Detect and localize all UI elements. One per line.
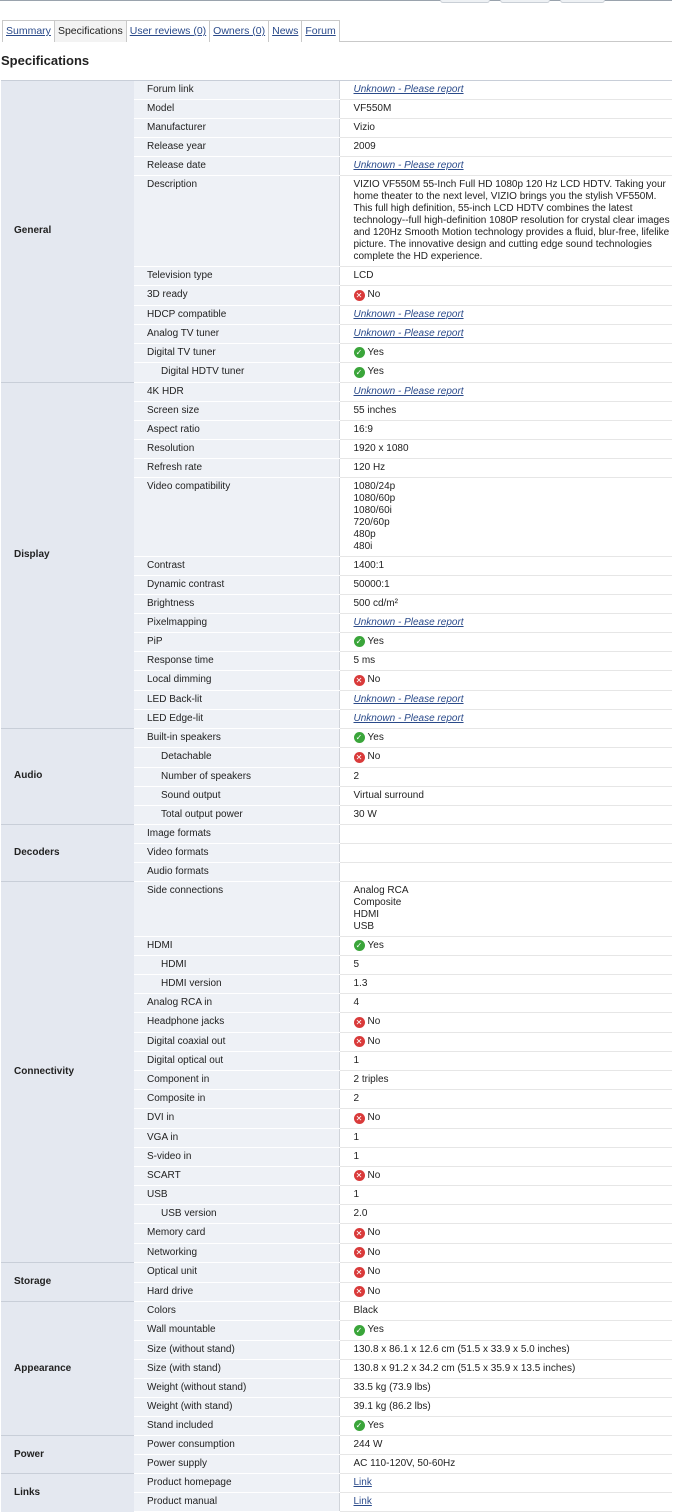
badge-text: No	[367, 1266, 381, 1277]
spec-value	[339, 936, 672, 956]
badge-text: No	[367, 751, 381, 762]
check-icon: ✓	[354, 1420, 365, 1431]
spec-value	[339, 1090, 672, 1109]
page-title: Specifications	[1, 53, 90, 68]
spec-value	[339, 1147, 672, 1166]
spec-value	[339, 401, 672, 420]
cross-icon: ✕	[354, 1247, 365, 1258]
spec-value	[339, 1302, 672, 1321]
top-button-stub[interactable]	[440, 0, 490, 3]
check-icon: ✓	[354, 347, 365, 358]
report-link[interactable]: Unknown - Please report	[353, 308, 464, 320]
value-text: LCD	[353, 270, 374, 281]
value-list	[354, 885, 673, 933]
badge-text: Yes	[367, 346, 384, 358]
badge-text: No	[367, 1035, 381, 1047]
no-badge	[354, 674, 381, 686]
spec-label: Sound output	[134, 786, 339, 805]
list-item: 1080/60i	[353, 504, 392, 516]
value-text: 55 inches	[353, 404, 397, 416]
table-row	[1, 824, 672, 843]
no-badge	[354, 1266, 381, 1278]
spec-label: HDMI	[134, 956, 339, 975]
spec-value	[339, 709, 672, 728]
spec-label: Image formats	[134, 824, 339, 843]
spec-value	[339, 690, 672, 709]
report-link[interactable]: Unknown - Please report	[353, 385, 464, 397]
tab-forum[interactable]: Forum	[301, 20, 339, 42]
cross-icon: ✕	[354, 1267, 365, 1278]
value-text: VF550M	[353, 103, 392, 114]
spec-label: Audio formats	[134, 862, 339, 881]
spec-value	[339, 1071, 672, 1090]
spec-value	[339, 728, 672, 748]
spec-value	[339, 439, 672, 458]
spec-label: Wall mountable	[134, 1321, 339, 1341]
spec-value	[339, 1224, 672, 1244]
spec-label: Forum link	[134, 81, 339, 100]
spec-value	[339, 176, 672, 267]
spec-label: Release year	[134, 138, 339, 157]
badge-text: No	[367, 289, 381, 300]
spec-value	[339, 824, 672, 843]
tab-bar	[2, 20, 672, 42]
spec-value	[339, 1474, 672, 1493]
cross-icon: ✕	[354, 290, 365, 301]
report-link[interactable]: Unknown - Please report	[353, 84, 464, 95]
value-text: 1	[353, 1131, 360, 1143]
table-row	[1, 1474, 672, 1493]
spec-value	[339, 458, 672, 477]
list-item: Analog RCA	[353, 884, 409, 896]
value-text: Vizio	[353, 122, 375, 133]
spec-label: Screen size	[134, 401, 339, 420]
value-text: 50000:1	[353, 578, 390, 590]
spec-label: 4K HDR	[134, 382, 339, 401]
badge-text: No	[367, 1016, 381, 1027]
check-icon: ✓	[354, 636, 365, 647]
spec-label: LED Edge-lit	[134, 709, 339, 728]
spec-value	[339, 324, 672, 343]
spec-value	[339, 786, 672, 805]
group-header-power: Power	[1, 1436, 134, 1474]
no-badge	[354, 1286, 381, 1298]
spec-label: Digital TV tuner	[134, 343, 339, 363]
yes-badge	[354, 1324, 384, 1336]
spec-label: Power supply	[134, 1455, 339, 1474]
cross-icon: ✕	[354, 752, 365, 763]
value-text: 2 triples	[353, 1074, 389, 1085]
spec-label: Optical unit	[134, 1263, 339, 1283]
spec-label: LED Back-lit	[134, 690, 339, 709]
table-row	[1, 1302, 672, 1321]
group-header-general: General	[1, 81, 134, 383]
spec-value	[339, 1032, 672, 1052]
value-text: 1400:1	[353, 559, 385, 571]
table-row	[1, 1263, 672, 1283]
spec-label: Composite in	[134, 1090, 339, 1109]
no-badge	[354, 1016, 381, 1028]
value-text: 1.3	[353, 978, 368, 989]
spec-label: Stand included	[134, 1416, 339, 1436]
spec-value	[339, 81, 672, 100]
spec-label: S-video in	[134, 1147, 339, 1166]
badge-text: Yes	[367, 366, 384, 377]
value-text: AC 110-120V, 50-60Hz	[353, 1458, 456, 1469]
value-text: VIZIO VF550M 55-Inch Full HD 1080p 120 Hz LCD HDTV. Taking your home theater to the next level, VIZIO brings you the stylish VF550M. This full high definition, 55-inch LCD HDTV combines the latest technology--full high-definition 1080P resolution for crystal clear images and 120Hz Smooth Motion technology provides a fluid, blur-free, lifelike picture. The innovative design and cutting edge sound technologies complete the HD experience.	[353, 179, 670, 262]
spec-label: Analog RCA in	[134, 994, 339, 1013]
spec-value	[339, 343, 672, 363]
no-badge	[354, 1036, 381, 1048]
spec-value	[339, 420, 672, 439]
group-header-decoders: Decoders	[1, 824, 134, 881]
spec-value	[339, 862, 672, 881]
spec-label: HDMI version	[134, 975, 339, 994]
value-text: 1	[353, 1150, 360, 1162]
table-row	[1, 728, 672, 748]
value-text: 244 W	[353, 1439, 383, 1450]
spec-label: Headphone jacks	[134, 1013, 339, 1033]
spec-label: Weight (without stand)	[134, 1378, 339, 1397]
spec-label: USB	[134, 1186, 339, 1205]
value-text: Virtual surround	[353, 789, 424, 801]
yes-badge	[354, 636, 384, 648]
list-item: Composite	[353, 896, 402, 908]
report-link[interactable]: Unknown - Please report	[353, 693, 464, 705]
report-link[interactable]: Unknown - Please report	[353, 712, 464, 724]
value-text: 2	[353, 770, 360, 782]
spec-label: Hard drive	[134, 1282, 339, 1302]
badge-text: Yes	[367, 939, 384, 951]
spec-label: Size (with stand)	[134, 1359, 339, 1378]
spec-label: Dynamic contrast	[134, 575, 339, 594]
spec-label: Digital HDTV tuner	[134, 363, 339, 383]
report-link[interactable]: Unknown - Please report	[353, 616, 464, 628]
list-item: HDMI	[353, 908, 380, 920]
spec-value	[339, 1340, 672, 1359]
cross-icon: ✕	[354, 1170, 365, 1181]
spec-value	[339, 138, 672, 157]
spec-label: Analog TV tuner	[134, 324, 339, 343]
value-text: 120 Hz	[353, 461, 386, 473]
top-button-stub[interactable]	[560, 0, 605, 3]
spec-value	[339, 613, 672, 632]
spec-label: Model	[134, 100, 339, 119]
spec-label: Refresh rate	[134, 458, 339, 477]
tab-summary[interactable]: Summary	[2, 20, 54, 42]
table-row	[1, 382, 672, 401]
spec-label: Manufacturer	[134, 119, 339, 138]
spec-label: Aspect ratio	[134, 420, 339, 439]
spec-value	[339, 267, 672, 286]
spec-label: Pixelmapping	[134, 613, 339, 632]
check-icon: ✓	[354, 940, 365, 951]
spec-label: Resolution	[134, 439, 339, 458]
spec-label: Built-in speakers	[134, 728, 339, 748]
yes-badge	[354, 732, 384, 744]
cross-icon: ✕	[354, 1036, 365, 1047]
spec-label: Size (without stand)	[134, 1340, 339, 1359]
spec-value	[339, 1397, 672, 1416]
spec-label: Local dimming	[134, 671, 339, 691]
spec-label: HDMI	[134, 936, 339, 956]
report-link[interactable]: Unknown - Please report	[353, 327, 464, 339]
spec-value	[339, 363, 672, 383]
value-text: 1920 x 1080	[353, 442, 409, 454]
no-badge	[354, 289, 381, 301]
value-text: 5 ms	[353, 655, 376, 666]
yes-badge	[354, 347, 384, 359]
spec-value	[339, 305, 672, 324]
spec-label: Video compatibility	[134, 477, 339, 556]
badge-text: No	[367, 1169, 381, 1181]
group-header-links: Links	[1, 1474, 134, 1512]
spec-value	[339, 1052, 672, 1071]
no-badge	[354, 1227, 381, 1239]
spec-value	[339, 956, 672, 975]
check-icon: ✓	[354, 1325, 365, 1336]
spec-value	[339, 1321, 672, 1341]
value-text: 500 cd/m²	[353, 597, 398, 609]
yes-badge	[354, 1420, 384, 1432]
product-homepage-link[interactable]: Link	[353, 1477, 372, 1488]
badge-text: Yes	[367, 1419, 384, 1431]
spec-label: Memory card	[134, 1224, 339, 1244]
spec-label: Product manual	[134, 1493, 339, 1512]
spec-value	[339, 1359, 672, 1378]
spec-label: Component in	[134, 1071, 339, 1090]
spec-value	[339, 1166, 672, 1186]
value-text: 1	[353, 1189, 360, 1200]
no-badge	[354, 1112, 381, 1124]
group-header-connectivity: Connectivity	[1, 881, 134, 1263]
spec-value	[339, 1378, 672, 1397]
spec-value	[339, 382, 672, 401]
value-text: 2	[353, 1093, 360, 1104]
spec-value	[339, 652, 672, 671]
spec-label: Digital coaxial out	[134, 1032, 339, 1052]
value-text: 5	[353, 959, 360, 970]
list-item: 1080/60p	[353, 492, 396, 504]
spec-label: Television type	[134, 267, 339, 286]
spec-value	[339, 119, 672, 138]
tab-news[interactable]: News	[268, 20, 301, 42]
spec-value	[339, 1493, 672, 1512]
spec-label: SCART	[134, 1166, 339, 1186]
badge-text: Yes	[367, 635, 384, 647]
spec-label: Number of speakers	[134, 767, 339, 786]
spec-value	[339, 632, 672, 652]
spec-value	[339, 100, 672, 119]
cross-icon: ✕	[354, 1017, 365, 1028]
spec-label: VGA in	[134, 1128, 339, 1147]
cross-icon: ✕	[354, 1286, 365, 1297]
value-list	[354, 481, 673, 553]
group-header-appearance: Appearance	[1, 1302, 134, 1436]
spec-value	[339, 748, 672, 768]
spec-label: DVI in	[134, 1109, 339, 1129]
badge-text: No	[367, 674, 381, 685]
spec-value	[339, 1243, 672, 1263]
spec-value	[339, 575, 672, 594]
spec-label: Side connections	[134, 881, 339, 936]
tab-specifications[interactable]: Specifications	[54, 20, 126, 42]
spec-value	[339, 286, 672, 306]
spec-value	[339, 671, 672, 691]
top-button-stub[interactable]	[500, 0, 550, 3]
badge-text: Yes	[367, 1324, 384, 1335]
spec-value	[339, 767, 672, 786]
list-item: USB	[353, 920, 375, 932]
cross-icon: ✕	[354, 1113, 365, 1124]
badge-text: No	[367, 1285, 381, 1297]
table-row	[1, 81, 672, 100]
specifications-table	[1, 80, 672, 1512]
list-item: 480p	[353, 528, 376, 540]
spec-value	[339, 157, 672, 176]
group-header-audio: Audio	[1, 728, 134, 824]
value-text: 130.8 x 86.1 x 12.6 cm (51.5 x 33.9 x 5.0 inches)	[353, 1343, 570, 1355]
check-icon: ✓	[354, 367, 365, 378]
spec-value	[339, 1282, 672, 1302]
table-row	[1, 881, 672, 936]
table-row	[1, 1436, 672, 1455]
spec-value	[339, 1013, 672, 1033]
list-item: 480i	[353, 540, 373, 552]
spec-value	[339, 1416, 672, 1436]
list-item: 1080/24p	[353, 480, 396, 492]
product-manual-link[interactable]: Link	[353, 1496, 372, 1507]
spec-value	[339, 1436, 672, 1455]
spec-label: Power consumption	[134, 1436, 339, 1455]
value-text: 1	[353, 1055, 360, 1066]
cross-icon: ✕	[354, 675, 365, 686]
no-badge	[354, 1170, 381, 1182]
tab-user-reviews-0[interactable]: User reviews (0)	[126, 20, 209, 42]
spec-label: PiP	[134, 632, 339, 652]
spec-value	[339, 1109, 672, 1129]
spec-value	[339, 1186, 672, 1205]
spec-value	[339, 805, 672, 824]
value-text: 2.0	[353, 1208, 368, 1219]
value-text: 16:9	[353, 423, 373, 435]
spec-label: Detachable	[134, 748, 339, 768]
yes-badge	[354, 366, 384, 378]
badge-text: No	[367, 1246, 381, 1258]
value-text: 39.1 kg (86.2 lbs)	[353, 1400, 431, 1412]
spec-label: HDCP compatible	[134, 305, 339, 324]
yes-badge	[354, 940, 384, 952]
spec-label: Brightness	[134, 594, 339, 613]
spec-label: 3D ready	[134, 286, 339, 306]
value-text: 33.5 kg (73.9 lbs)	[353, 1381, 431, 1393]
tab-owners-0[interactable]: Owners (0)	[209, 20, 268, 42]
spec-value	[339, 1205, 672, 1224]
spec-value	[339, 1455, 672, 1474]
value-text: 130.8 x 91.2 x 34.2 cm (51.5 x 35.9 x 13.5 inches)	[353, 1362, 576, 1374]
spec-value	[339, 843, 672, 862]
no-badge	[354, 751, 381, 763]
spec-label: Description	[134, 176, 339, 267]
list-item: 720/60p	[353, 516, 390, 528]
value-text: Black	[353, 1305, 378, 1316]
spec-value	[339, 881, 672, 936]
cross-icon: ✕	[354, 1228, 365, 1239]
spec-label: Response time	[134, 652, 339, 671]
spec-label: USB version	[134, 1205, 339, 1224]
spec-label: Weight (with stand)	[134, 1397, 339, 1416]
spec-value	[339, 1263, 672, 1283]
spec-label: Total output power	[134, 805, 339, 824]
value-text: 30 W	[353, 808, 377, 820]
spec-value	[339, 477, 672, 556]
spec-value	[339, 556, 672, 575]
spec-label: Product homepage	[134, 1474, 339, 1493]
spec-value	[339, 975, 672, 994]
badge-text: No	[367, 1112, 381, 1123]
spec-value	[339, 1128, 672, 1147]
check-icon: ✓	[354, 732, 365, 743]
group-header-storage: Storage	[1, 1263, 134, 1302]
value-text: 4	[353, 997, 360, 1008]
badge-text: Yes	[367, 731, 384, 743]
spec-label: Networking	[134, 1243, 339, 1263]
badge-text: No	[367, 1227, 381, 1238]
spec-label: Release date	[134, 157, 339, 176]
spec-label: Colors	[134, 1302, 339, 1321]
group-header-display: Display	[1, 382, 134, 728]
spec-value	[339, 994, 672, 1013]
no-badge	[354, 1247, 381, 1259]
value-text: 2009	[353, 141, 376, 152]
spec-label: Video formats	[134, 843, 339, 862]
spec-value	[339, 594, 672, 613]
spec-label: Digital optical out	[134, 1052, 339, 1071]
spec-label: Contrast	[134, 556, 339, 575]
report-link[interactable]: Unknown - Please report	[353, 160, 464, 171]
